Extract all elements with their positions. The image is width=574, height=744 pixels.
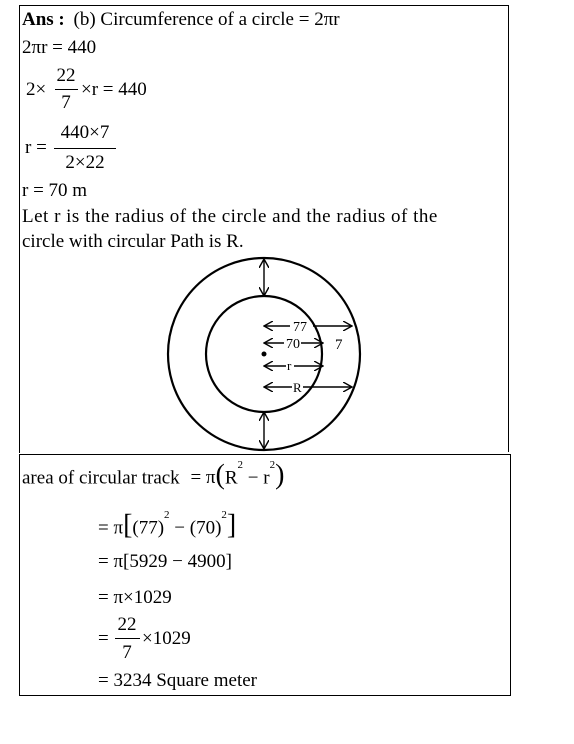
solution-box-bottom	[19, 454, 511, 696]
area-result: = 3234 Square meter	[98, 670, 257, 691]
area-line-2	[98, 509, 237, 541]
label-R: R	[293, 380, 302, 395]
area-label: area of circular track	[22, 467, 180, 489]
close-bracket: ]	[226, 509, 237, 541]
equation-2-left: 2×	[26, 79, 47, 100]
label-r: r	[287, 358, 292, 373]
label-70: 70	[286, 337, 300, 352]
equation-3-left: r =	[25, 137, 47, 158]
equation-3-numerator: 440×7	[60, 122, 110, 143]
equation-2-numerator: 22	[56, 65, 76, 86]
open-paren: (	[215, 459, 225, 491]
equation-4: r = 70 m	[22, 180, 88, 201]
line5-denominator: 7	[122, 642, 132, 663]
line2-minus: −	[174, 517, 186, 539]
line5-fraction-bar	[115, 638, 140, 639]
ans-label: Ans :	[22, 9, 65, 30]
small-r: r	[263, 467, 270, 489]
exp-70: 2	[221, 509, 227, 521]
line2-eq: = π	[98, 517, 124, 539]
big-R: R	[224, 467, 238, 489]
R-exponent: 2	[237, 459, 244, 471]
exp-77: 2	[164, 509, 170, 521]
line5-right: ×1029	[142, 628, 191, 649]
line5-numerator: 22	[117, 614, 137, 635]
label-7: 7	[335, 337, 343, 353]
center-dot	[262, 352, 267, 357]
equation-1: 2πr = 440	[22, 37, 97, 58]
paragraph-line-2: circle with circular Path is R.	[22, 231, 244, 252]
line5-eq: =	[98, 628, 109, 649]
term-70: (70)	[189, 517, 222, 539]
term-77: (77)	[132, 517, 165, 539]
minus-sign: −	[247, 467, 259, 489]
label-77: 77	[293, 320, 307, 335]
close-paren: )	[275, 459, 285, 491]
answer-text: (b) Circumference of a circle = 2πr	[73, 9, 340, 30]
area-line-1	[22, 459, 285, 491]
equation-2-denominator: 7	[61, 92, 71, 113]
area-eq: = π	[190, 467, 216, 489]
paragraph-line-1: Let r is the radius of the circle and the radius of the	[22, 206, 438, 227]
open-bracket: [	[123, 509, 133, 541]
equation-2-right: ×r = 440	[81, 79, 147, 100]
equation-3-denominator: 2×22	[65, 152, 105, 173]
r-exponent: 2	[269, 459, 276, 471]
area-line-4: = π×1029	[98, 587, 172, 608]
area-line-3: = π[5929 − 4900]	[98, 551, 232, 572]
